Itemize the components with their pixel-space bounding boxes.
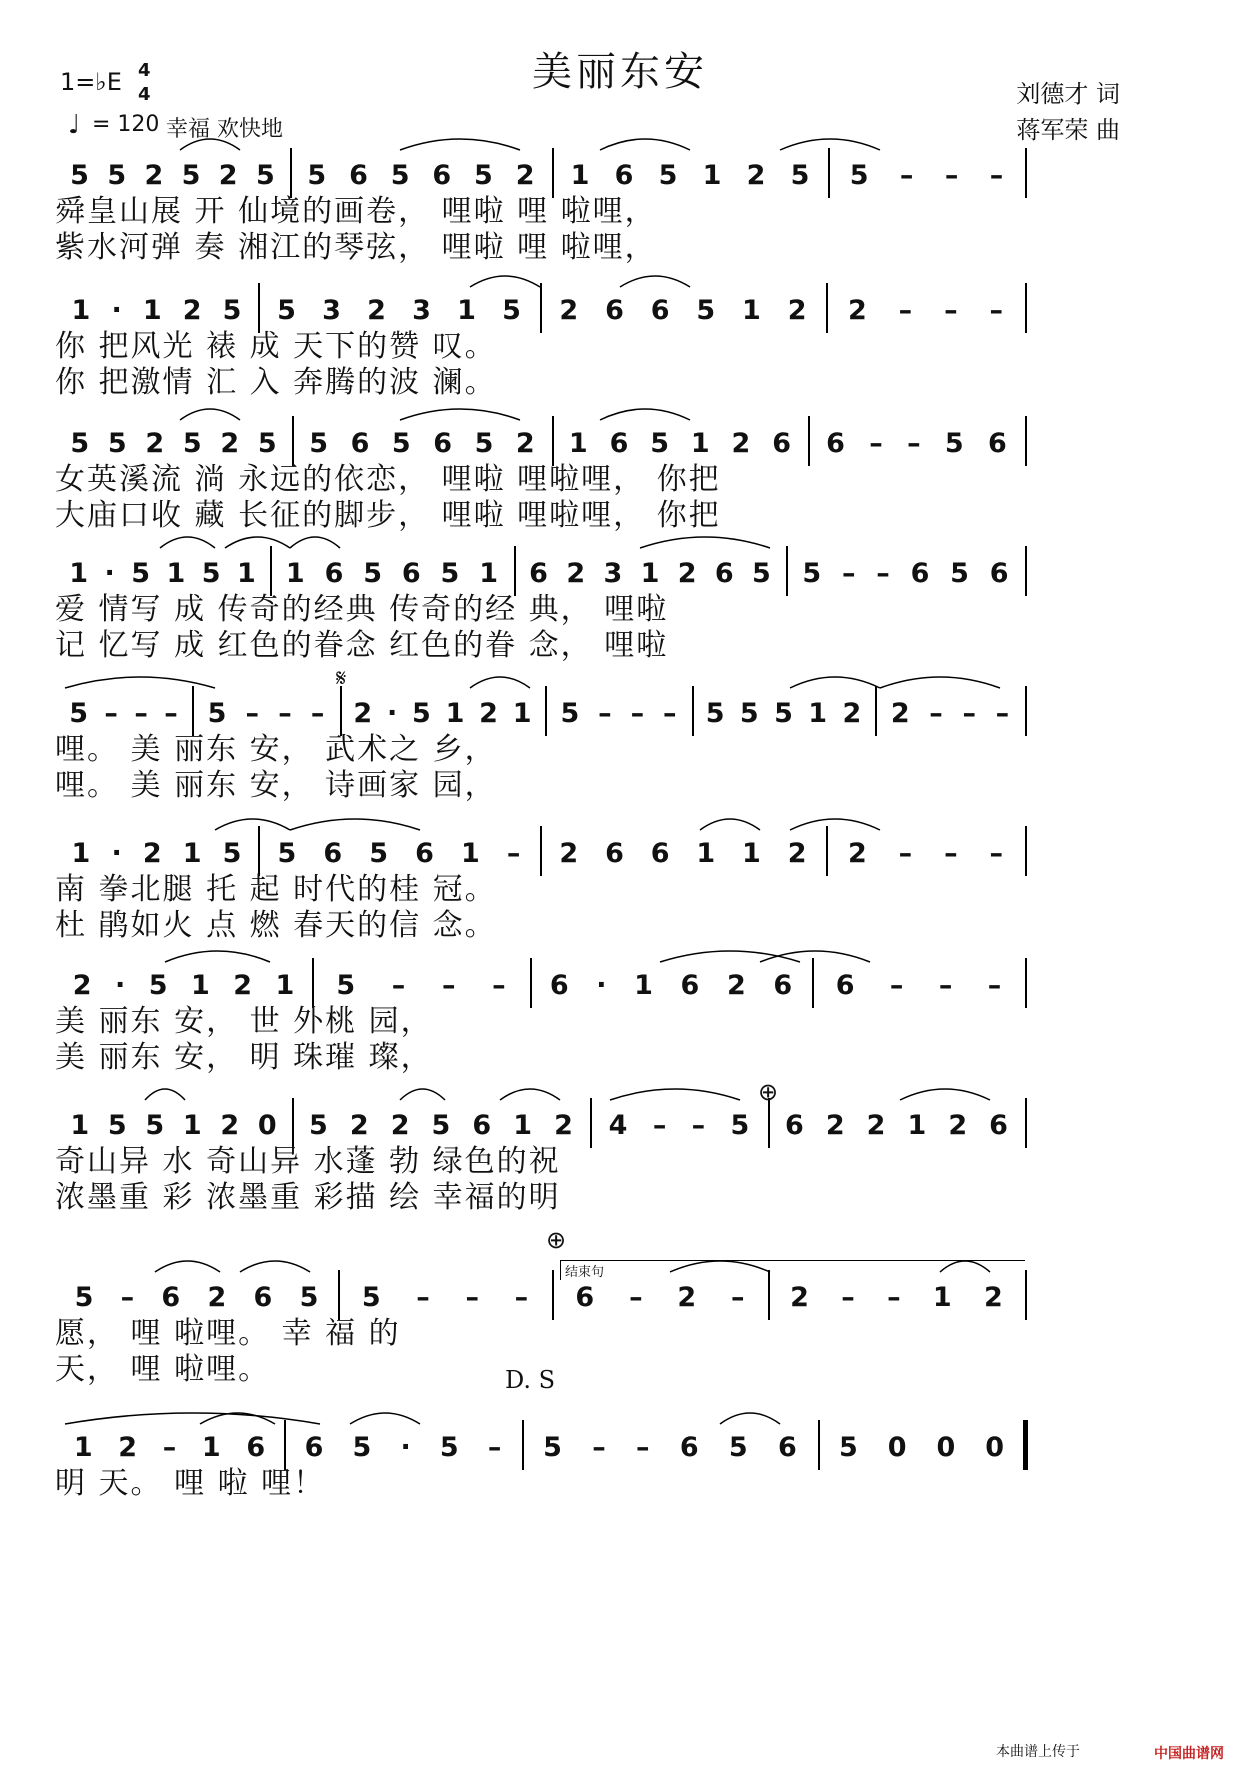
note-symbol: 2	[118, 1432, 138, 1463]
note-symbol: 6	[714, 558, 734, 589]
note-symbol: 2	[787, 295, 807, 326]
note-symbol: 1	[190, 970, 210, 1001]
note-symbol: 5	[70, 428, 90, 459]
note-symbol: 5	[277, 295, 296, 326]
note-symbol: 5	[728, 1432, 748, 1463]
note-symbol: –	[245, 698, 260, 729]
note-symbol: –	[944, 295, 958, 326]
note-symbol: 1	[690, 428, 710, 459]
note-symbol: 1	[285, 558, 305, 589]
quarter-note-icon: ♩	[68, 110, 81, 140]
lyric-line: 美 丽东 安， 世 外桃 园，	[55, 1004, 433, 1039]
note-symbol: –	[929, 698, 943, 729]
note-symbol: 5	[181, 160, 201, 191]
lyric-line: 记 忆写 成 红色的眷念 红色的眷 念， 哩啦	[55, 628, 669, 663]
note-symbol: 1	[236, 558, 256, 589]
slur-mark	[290, 819, 420, 830]
coda-icon: ⊕	[758, 1078, 779, 1106]
note-symbol: 5	[440, 558, 460, 589]
note-symbol: 5	[790, 160, 810, 191]
note-symbol: –	[962, 698, 976, 729]
note-symbol: 1	[142, 295, 162, 326]
note-symbol: 5	[70, 160, 89, 191]
note-symbol: 3	[322, 295, 341, 326]
slur-mark	[790, 819, 880, 830]
lyric-line: 你 把激情 汇 入 奔腾的波 澜。	[55, 365, 497, 400]
note-symbol: 1	[512, 698, 532, 729]
note-symbol: 3	[603, 558, 623, 589]
note-symbol: 5	[696, 295, 716, 326]
slur-mark	[65, 1413, 320, 1424]
note-symbol: 6	[826, 428, 845, 459]
note-symbol: 5	[69, 698, 88, 729]
note-symbol: 6	[549, 970, 569, 1001]
key-signature: 1=♭E	[60, 68, 122, 96]
slur-mark	[660, 951, 800, 962]
note-symbol: 6	[778, 1432, 797, 1463]
dal-segno-marking: D. S	[505, 1366, 556, 1394]
note-symbol: 0	[985, 1432, 1005, 1463]
lyric-line: 舜皇山展 开 仙境的画卷， 哩啦 哩 啦哩，	[55, 194, 657, 229]
note-symbol: 1	[696, 838, 716, 869]
note-symbol: 5	[439, 1432, 459, 1463]
note-symbol: 5	[363, 558, 383, 589]
note-symbol: 5	[307, 160, 327, 191]
note-symbol: 6	[605, 295, 624, 326]
slur-mark	[400, 409, 520, 420]
note-symbol: 6	[910, 558, 930, 589]
note-symbol: 6	[323, 838, 343, 869]
note-symbol: 2	[825, 1110, 845, 1141]
note-symbol: 6	[575, 1282, 595, 1313]
note-symbol: 5	[222, 295, 242, 326]
note-symbol: –	[989, 160, 1004, 191]
note-symbol: 1	[182, 838, 202, 869]
note-symbol: 5	[391, 428, 411, 459]
note-symbol: 6	[529, 558, 548, 589]
slur-mark	[900, 1089, 990, 1100]
note-symbol: 1	[634, 970, 653, 1001]
lyric-line: 南 拳北腿 托 起 时代的桂 冠。	[55, 872, 497, 907]
slur-mark	[500, 1089, 560, 1100]
note-symbol: 2	[142, 838, 162, 869]
slur-mark	[610, 1089, 740, 1100]
note-symbol: 6	[324, 558, 344, 589]
note-symbol: 1	[166, 558, 186, 589]
lyric-line: 天， 哩 啦哩。	[55, 1352, 271, 1387]
note-symbol: 6	[253, 1282, 273, 1313]
note-symbol: 1	[71, 295, 91, 326]
note-symbol: –	[487, 1432, 502, 1463]
note-symbol: 6	[472, 1110, 492, 1141]
note-symbol: 5	[950, 558, 969, 589]
slur-mark	[790, 677, 880, 688]
note-symbol: 5	[730, 1110, 750, 1141]
note-symbol: 1	[445, 698, 465, 729]
note-symbol: 1	[513, 1110, 533, 1141]
note-symbol: –	[663, 698, 677, 729]
note-symbol: 6	[304, 1432, 324, 1463]
note-symbol: 5	[658, 160, 678, 191]
slur-mark	[470, 276, 540, 287]
lyric-line: 女英溪流 淌 永远的依恋， 哩啦 哩啦哩， 你把	[55, 462, 721, 497]
note-symbol: 2	[559, 295, 579, 326]
slur-mark	[350, 1413, 420, 1424]
note-symbol: 5	[352, 1432, 372, 1463]
note-symbol: –	[630, 698, 645, 729]
note-symbol: 5	[838, 1432, 858, 1463]
note-symbol: –	[944, 160, 959, 191]
note-symbol: 1	[568, 428, 588, 459]
note-symbol: 6	[773, 970, 793, 1001]
note-symbol: 2	[72, 970, 92, 1001]
note-symbol: 6	[609, 428, 629, 459]
lyric-line: 哩。 美 丽东 安， 武术之 乡，	[55, 732, 497, 767]
note-symbol: –	[887, 1282, 901, 1313]
note-symbol: 1	[201, 1432, 221, 1463]
note-symbol: 5	[474, 160, 493, 191]
note-symbol: 6	[161, 1282, 181, 1313]
note-symbol: –	[944, 838, 958, 869]
note-symbol: 6	[614, 160, 634, 191]
note-symbol: –	[162, 1432, 177, 1463]
note-symbol: 5	[474, 428, 494, 459]
note-symbol: 2	[390, 1110, 410, 1141]
note-symbol: 6	[605, 838, 624, 869]
note-symbol: 2	[515, 428, 535, 459]
note-symbol: –	[899, 160, 914, 191]
note-symbol: 6	[650, 838, 670, 869]
note-symbol: 2	[515, 160, 535, 191]
note-symbol: –	[652, 1110, 667, 1141]
note-symbol: –	[278, 698, 292, 729]
note-symbol: –	[989, 295, 1004, 326]
note-symbol: 2	[349, 1110, 369, 1141]
slur-mark	[620, 276, 690, 287]
note-symbol: 2	[842, 698, 862, 729]
note-symbol: 5	[107, 428, 127, 459]
note-symbol: 5	[257, 428, 277, 459]
lyric-line: 愿， 哩 啦哩。 幸 福 的	[55, 1316, 401, 1351]
note-symbol: –	[989, 838, 1004, 869]
ending-bracket-label: 结束句	[560, 1260, 1025, 1280]
slur-mark	[180, 139, 240, 150]
note-symbol: 2	[353, 698, 373, 729]
lyric-line: 你 把风光 裱 成 天下的赞 叹。	[55, 329, 497, 364]
note-symbol: 2	[677, 558, 697, 589]
note-symbol: 5	[774, 698, 793, 729]
note-symbol: –	[841, 1282, 855, 1313]
note-symbol: 2	[847, 838, 867, 869]
note-symbol: –	[134, 698, 148, 729]
note-symbol: ·	[104, 558, 115, 589]
note-symbol: –	[889, 970, 904, 1001]
note-symbol: ·	[400, 1432, 411, 1463]
lyric-line: 奇山异 水 奇山异 水蓬 勃 绿色的祝	[55, 1144, 561, 1179]
note-symbol: 5	[502, 295, 521, 326]
note-symbol: 0	[887, 1432, 907, 1463]
note-symbol: 6	[246, 1432, 266, 1463]
composer-credit: 蒋军荣 曲	[1016, 116, 1120, 144]
note-symbol: 5	[543, 1432, 562, 1463]
note-symbol: 6	[772, 428, 791, 459]
expression-marking: 幸福 欢快地	[166, 117, 283, 142]
note-symbol: 1	[457, 295, 476, 326]
lyric-line: 明 天。 哩 啦 哩！	[55, 1466, 326, 1501]
note-symbol: 5	[705, 698, 725, 729]
note-symbol: –	[841, 558, 856, 589]
note-symbol: –	[995, 698, 1010, 729]
note-symbol: 5	[336, 970, 356, 1001]
note-symbol: –	[592, 1432, 606, 1463]
note-symbol: ·	[111, 295, 122, 326]
lyric-line: 哩。 美 丽东 安， 诗画家 园，	[55, 768, 497, 803]
note-symbol: 2	[207, 1282, 227, 1313]
note-symbol: 2	[554, 1110, 573, 1141]
note-symbol: ·	[114, 970, 126, 1001]
slur-mark	[700, 819, 760, 830]
note-symbol: –	[492, 970, 506, 1001]
tempo-marking: = 120	[92, 112, 160, 137]
note-symbol: –	[987, 970, 1002, 1001]
segno-icon: 𝄋	[336, 664, 347, 692]
time-signature-bottom: 4	[138, 84, 151, 105]
note-symbol: 1	[479, 558, 498, 589]
note-symbol: 6	[401, 558, 421, 589]
note-symbol: 5	[849, 160, 869, 191]
note-symbol: 6	[679, 1432, 699, 1463]
note-symbol: 2	[144, 160, 164, 191]
note-symbol: –	[869, 428, 883, 459]
note-symbol: 2	[890, 698, 910, 729]
note-symbol: 6	[989, 1110, 1008, 1141]
note-symbol: –	[898, 838, 913, 869]
slur-mark	[65, 677, 215, 688]
note-symbol: 5	[650, 428, 670, 459]
time-signature-top: 4	[138, 60, 151, 81]
note-symbol: 6	[350, 428, 370, 459]
slur-mark	[215, 819, 290, 830]
note-symbol: –	[310, 698, 325, 729]
slur-mark	[880, 677, 1000, 688]
note-symbol: 2	[731, 428, 751, 459]
note-symbol: 6	[650, 295, 670, 326]
note-symbol: –	[164, 698, 178, 729]
slur-mark	[760, 951, 870, 962]
site-logo: 中国曲谱网	[1154, 1746, 1224, 1762]
note-symbol: 6	[349, 160, 368, 191]
note-symbol: 6	[988, 428, 1007, 459]
note-symbol: 5	[944, 428, 964, 459]
note-symbol: 4	[608, 1110, 628, 1141]
note-symbol: 2	[367, 295, 386, 326]
note-symbol: 5	[182, 428, 202, 459]
note-symbol: 2	[479, 698, 498, 729]
note-symbol: –	[104, 698, 118, 729]
slur-mark	[600, 409, 690, 420]
note-symbol: 2	[218, 160, 238, 191]
note-symbol: 2	[847, 295, 867, 326]
note-symbol: ·	[386, 698, 398, 729]
note-symbol: 5	[752, 558, 771, 589]
slur-mark	[225, 537, 290, 548]
note-symbol: –	[731, 1282, 745, 1313]
note-symbol: 5	[361, 1282, 381, 1313]
note-symbol: 2	[677, 1282, 697, 1313]
note-symbol: –	[506, 838, 521, 869]
note-symbol: 5	[369, 838, 389, 869]
note-symbol: 5	[131, 558, 150, 589]
note-symbol: 2	[866, 1110, 886, 1141]
note-symbol: –	[898, 295, 913, 326]
note-symbol: 6	[415, 838, 434, 869]
note-symbol: –	[391, 970, 406, 1001]
note-symbol: –	[465, 1282, 479, 1313]
note-symbol: –	[441, 970, 456, 1001]
note-symbol: 2	[726, 970, 746, 1001]
note-symbol: 0	[936, 1432, 956, 1463]
note-symbol: 5	[107, 1110, 127, 1141]
note-symbol: 2	[182, 295, 202, 326]
note-symbol: 1	[907, 1110, 927, 1141]
note-symbol: 6	[432, 160, 452, 191]
note-symbol: 1	[640, 558, 660, 589]
note-symbol: 5	[390, 160, 410, 191]
note-symbol: –	[907, 428, 921, 459]
note-symbol: –	[629, 1282, 643, 1313]
note-symbol: 1	[702, 160, 722, 191]
note-symbol: 5	[222, 838, 242, 869]
note-symbol: 5	[74, 1282, 94, 1313]
note-symbol: 5	[802, 558, 822, 589]
note-symbol: 2	[559, 838, 579, 869]
note-symbol: 2	[145, 428, 165, 459]
note-symbol: 6	[989, 558, 1009, 589]
note-symbol: 1	[69, 558, 89, 589]
note-symbol: 5	[431, 1110, 451, 1141]
note-symbol: 1	[932, 1282, 952, 1313]
note-symbol: 1	[461, 838, 480, 869]
note-symbol: 0	[257, 1110, 277, 1141]
slur-mark	[165, 951, 270, 962]
lyric-line: 美 丽东 安， 明 珠璀 璨，	[55, 1040, 433, 1075]
slur-mark	[160, 537, 215, 548]
lyric-line: 大庙口收 藏 长征的脚步， 哩啦 哩啦哩， 你把	[55, 498, 721, 533]
note-symbol: 2	[566, 558, 586, 589]
slur-mark	[180, 409, 240, 420]
slur-mark	[400, 1089, 445, 1100]
slur-mark	[640, 537, 770, 548]
slur-mark	[240, 1261, 310, 1272]
note-symbol: 1	[275, 970, 295, 1001]
note-symbol: 5	[560, 698, 580, 729]
slur-mark	[940, 1261, 990, 1272]
note-symbol: 5	[201, 558, 221, 589]
note-symbol: –	[876, 558, 890, 589]
note-symbol: 5	[739, 698, 759, 729]
note-symbol: 6	[835, 970, 855, 1001]
slur-mark	[290, 537, 340, 548]
note-symbol: 5	[148, 970, 168, 1001]
note-symbol: 5	[107, 160, 127, 191]
note-symbol: ·	[111, 838, 122, 869]
note-symbol: –	[120, 1282, 135, 1313]
lyric-line: 浓墨重 彩 浓墨重 彩描 绘 幸福的明	[55, 1180, 561, 1215]
note-symbol: 5	[207, 698, 227, 729]
note-symbol: 1	[742, 838, 761, 869]
note-symbol: 5	[299, 1282, 319, 1313]
slur-mark	[155, 1261, 220, 1272]
lyric-line: 杜 鹃如火 点 燃 春天的信 念。	[55, 908, 497, 943]
note-symbol: 5	[309, 428, 329, 459]
note-symbol: ·	[596, 970, 607, 1001]
slur-mark	[400, 139, 520, 150]
note-symbol: –	[938, 970, 953, 1001]
note-symbol: 2	[948, 1110, 968, 1141]
note-symbol: 2	[220, 428, 240, 459]
note-symbol: –	[598, 698, 612, 729]
note-symbol: 6	[785, 1110, 804, 1141]
note-symbol: –	[691, 1110, 706, 1141]
slur-mark	[670, 1261, 770, 1272]
note-symbol: 2	[984, 1282, 1003, 1313]
note-symbol: 1	[570, 160, 590, 191]
note-symbol: 3	[412, 295, 431, 326]
note-symbol: 1	[71, 838, 91, 869]
note-symbol: 1	[742, 295, 761, 326]
note-symbol: 5	[412, 698, 431, 729]
note-symbol: 2	[233, 970, 252, 1001]
lyric-line: 爱 情写 成 传奇的经典 传奇的经 典， 哩啦	[55, 592, 669, 627]
note-symbol: 6	[433, 428, 453, 459]
note-symbol: 1	[182, 1110, 202, 1141]
song-title: 美丽东安	[532, 49, 708, 95]
footer-upload-text: 本曲谱上传于	[996, 1744, 1080, 1760]
slur-mark	[600, 139, 690, 150]
note-symbol: 1	[73, 1432, 93, 1463]
note-symbol: 2	[220, 1110, 240, 1141]
note-symbol: –	[636, 1432, 650, 1463]
note-symbol: 2	[787, 838, 807, 869]
note-symbol: 2	[790, 1282, 809, 1313]
note-symbol: 2	[746, 160, 766, 191]
lyric-line: 紫水河弹 奏 湘江的琴弦， 哩啦 哩 啦哩，	[55, 230, 657, 265]
slur-mark	[720, 1413, 780, 1424]
coda-icon: ⊕	[546, 1226, 567, 1254]
note-symbol: 1	[70, 1110, 90, 1141]
note-symbol: 5	[277, 838, 297, 869]
note-symbol: 5	[309, 1110, 328, 1141]
slur-mark	[780, 139, 880, 150]
note-symbol: –	[416, 1282, 430, 1313]
note-symbol: 6	[680, 970, 700, 1001]
note-symbol: –	[514, 1282, 529, 1313]
note-symbol: 5	[145, 1110, 165, 1141]
slur-mark	[145, 1089, 185, 1100]
lyricist-credit: 刘德才 词	[1016, 80, 1120, 108]
note-symbol: 1	[808, 698, 828, 729]
note-symbol: 5	[255, 160, 275, 191]
slur-mark	[470, 677, 530, 688]
